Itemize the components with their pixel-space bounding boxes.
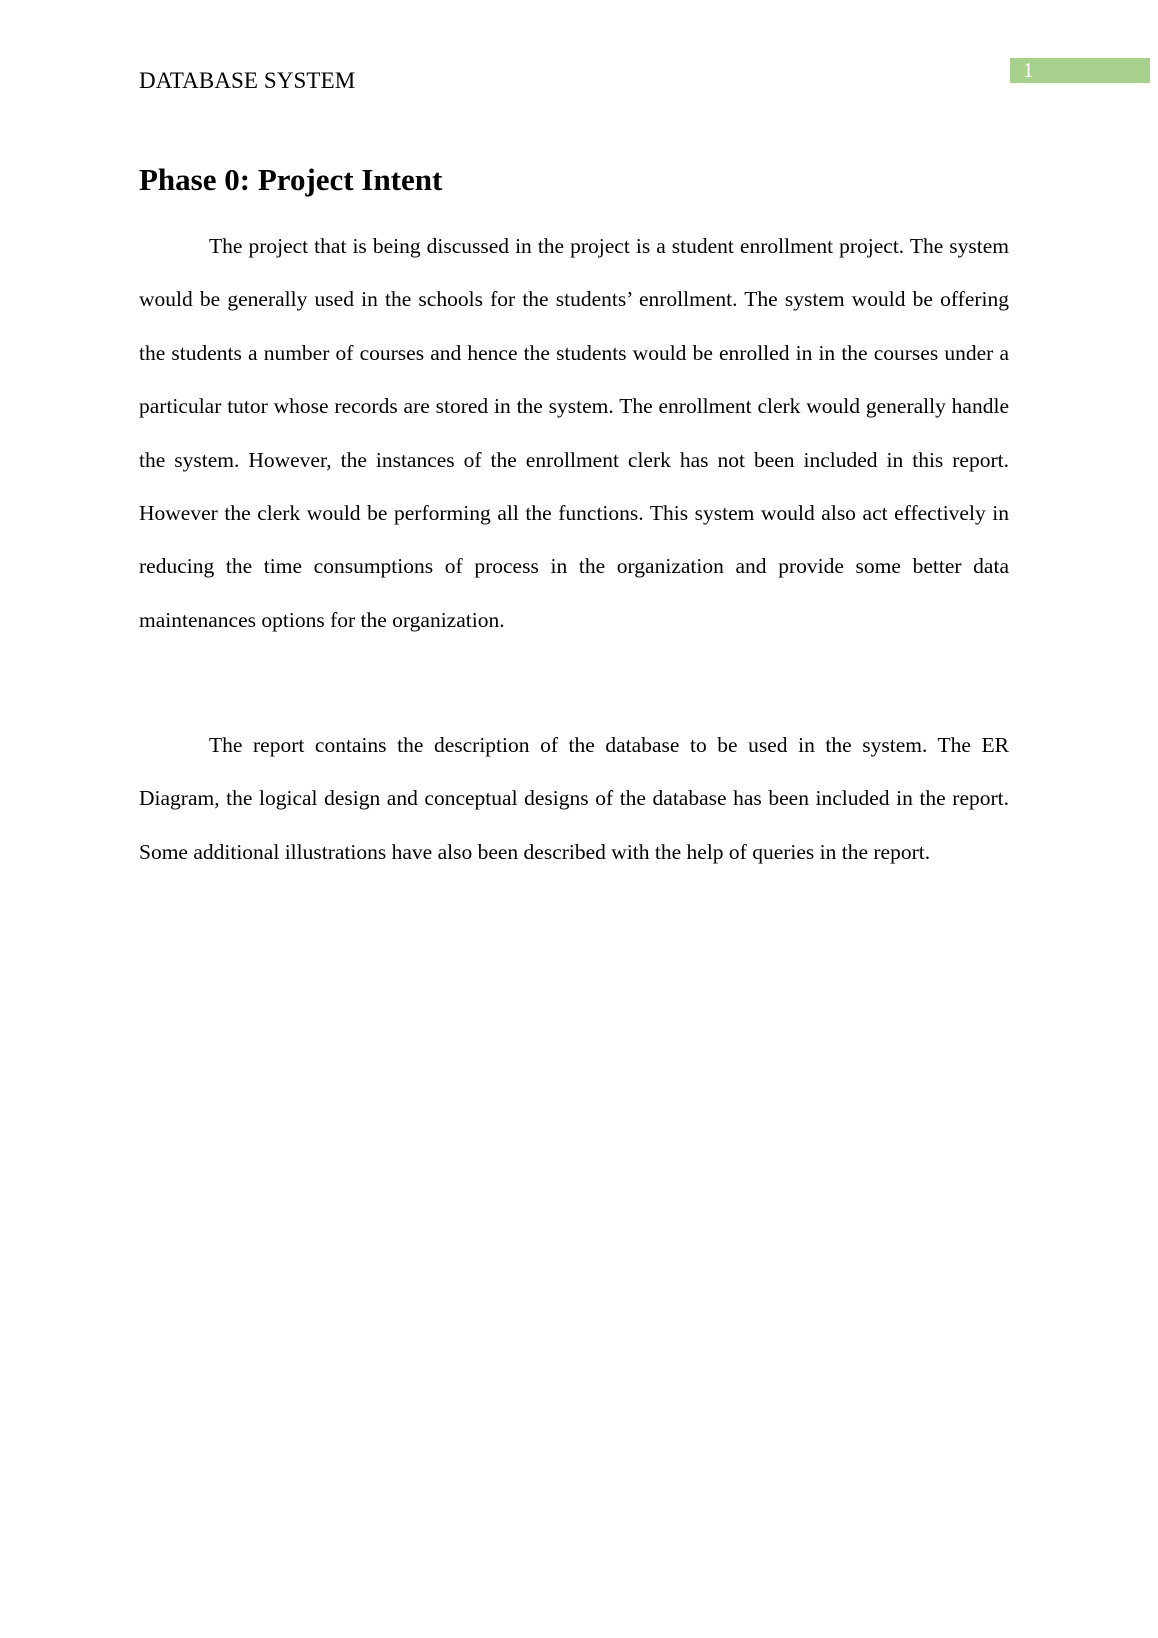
section-heading: Phase 0: Project Intent xyxy=(139,162,443,197)
body-paragraph-1: The project that is being discussed in the project is a student enrollment project. The system would be generally used in the schools for the students’ enrollment. The system would be offering the students a number of courses and hence the students would be enrolled in in the courses under a particular tutor whose records are stored in the system. The enrollment clerk would generally handle the system. However, the instances of the enrollment clerk has not been included in this report. However the clerk would be performing all the functions. This system would also act effectively in reducing the time consumptions of process in the organization and provide some better data maintenances options for the organization. xyxy=(139,234,1009,632)
body-paragraph-2: The report contains the description of the database to be used in the system. The ER Diagram, the logical design and conceptual designs of the database has been included in the report. Some additional illustrations have also been described with the help of queries in the report. xyxy=(139,733,1009,864)
running-head: DATABASE SYSTEM xyxy=(139,68,356,93)
page-number: 1 xyxy=(1023,58,1034,82)
